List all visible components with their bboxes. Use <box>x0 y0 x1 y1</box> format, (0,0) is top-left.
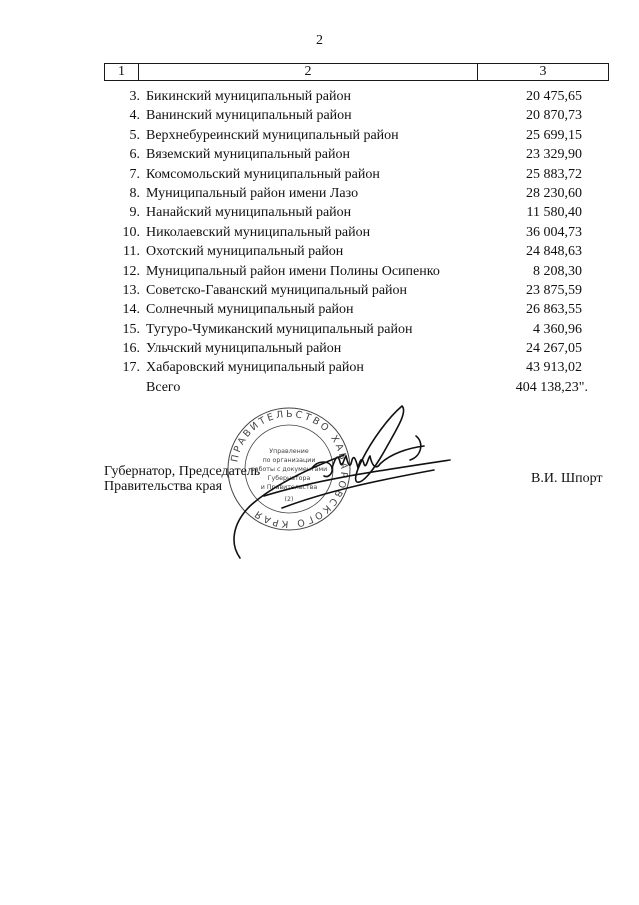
district-name: Ванинский муниципальный район <box>146 108 352 124</box>
district-name: Николаевский муниципальный район <box>146 224 371 240</box>
row-number: 16. <box>122 341 140 357</box>
total-value: 404 138,23". <box>515 379 588 395</box>
district-name: Тугуро-Чумиканский муниципальный район <box>146 321 413 337</box>
table-row <box>104 106 609 125</box>
row-number: 13. <box>122 282 140 298</box>
table-row <box>104 223 609 242</box>
row-number: 15. <box>122 321 140 337</box>
total-row <box>104 378 609 397</box>
row-number: 6. <box>129 147 140 163</box>
handwritten-signature <box>220 398 460 568</box>
amount-value: 4 360,96 <box>533 321 582 337</box>
seal-ring-text: ПРАВИТЕЛЬСТВО ХАБАРОВСКОГО КРАЯ <box>229 408 350 530</box>
table-row <box>104 281 609 300</box>
table-row <box>104 145 609 164</box>
table-row <box>104 242 609 261</box>
seal-number: (2) <box>284 496 294 503</box>
row-number: 7. <box>129 166 140 182</box>
column-header-2: 2 <box>139 64 478 81</box>
amount-value: 25 699,15 <box>526 127 582 143</box>
row-number: 4. <box>129 108 140 124</box>
table-row <box>104 203 609 222</box>
seal-line-2: по организации <box>262 457 316 464</box>
seal-line-5: и Правительства <box>260 484 318 491</box>
district-name: Вяземский муниципальный район <box>146 147 350 163</box>
table-row <box>104 339 609 358</box>
row-number: 14. <box>122 302 140 318</box>
row-number: 11. <box>123 244 140 260</box>
district-name: Советско-Гаванский муниципальный район <box>146 282 408 298</box>
column-header-3: 3 <box>478 64 609 81</box>
table-row <box>104 165 609 184</box>
row-number: 10. <box>122 224 140 240</box>
signatory-name: В.И. Шпорт <box>531 471 603 486</box>
table-header <box>104 63 609 81</box>
table-row <box>104 126 609 145</box>
row-number: 5. <box>129 127 140 143</box>
row-number: 8. <box>129 185 140 201</box>
amount-value: 20 475,65 <box>526 89 582 104</box>
total-label: Всего <box>146 379 181 395</box>
amount-value: 20 870,73 <box>526 108 582 124</box>
table-row <box>104 87 609 106</box>
seal-line-1: Управление <box>269 448 309 455</box>
district-name: Нанайский муниципальный район <box>146 205 352 221</box>
amount-value: 23 329,90 <box>526 147 582 163</box>
seal-line-4: Губернатора <box>267 475 311 482</box>
amount-value: 25 883,72 <box>526 166 582 182</box>
district-name: Солнечный муниципальный район <box>146 302 354 318</box>
row-number: 12. <box>122 263 140 279</box>
row-number: 9. <box>129 205 140 221</box>
amount-value: 43 913,02 <box>526 360 582 376</box>
table-row <box>104 300 609 319</box>
district-name: Верхнебуреинский муниципальный район <box>146 127 399 143</box>
district-name: Ульчский муниципальный район <box>146 341 342 357</box>
amount-value: 11 580,40 <box>526 205 582 221</box>
amount-value: 24 848,63 <box>526 244 582 260</box>
amount-value: 36 004,73 <box>526 224 582 240</box>
seal-line-3: работы с документами <box>250 466 328 473</box>
district-name: Муниципальный район имени Полины Осипенко <box>146 263 440 279</box>
table-row <box>104 262 609 281</box>
district-name: Хабаровский муниципальный район <box>146 360 364 376</box>
row-number: 17. <box>122 360 140 376</box>
amount-value: 28 230,60 <box>526 185 582 201</box>
amount-value: 24 267,05 <box>526 341 582 357</box>
column-header-1: 1 <box>105 64 139 81</box>
table-row <box>104 320 609 339</box>
signatory-title-line-2: Правительства края <box>104 479 223 494</box>
table-row <box>104 184 609 203</box>
district-name: Комсомольский муниципальный район <box>146 166 380 182</box>
signatory-title-line-1: Губернатор, Председатель <box>104 464 261 479</box>
district-name: Бикинский муниципальный район <box>146 89 351 104</box>
row-number: 3. <box>129 89 140 104</box>
amount-value: 23 875,59 <box>526 282 582 298</box>
page-number: 2 <box>316 33 323 48</box>
table-body <box>104 87 609 397</box>
amount-value: 8 208,30 <box>533 263 582 279</box>
district-name: Охотский муниципальный район <box>146 244 344 260</box>
amount-value: 26 863,55 <box>526 302 582 318</box>
district-name: Муниципальный район имени Лазо <box>146 185 359 201</box>
table-row <box>104 358 609 377</box>
